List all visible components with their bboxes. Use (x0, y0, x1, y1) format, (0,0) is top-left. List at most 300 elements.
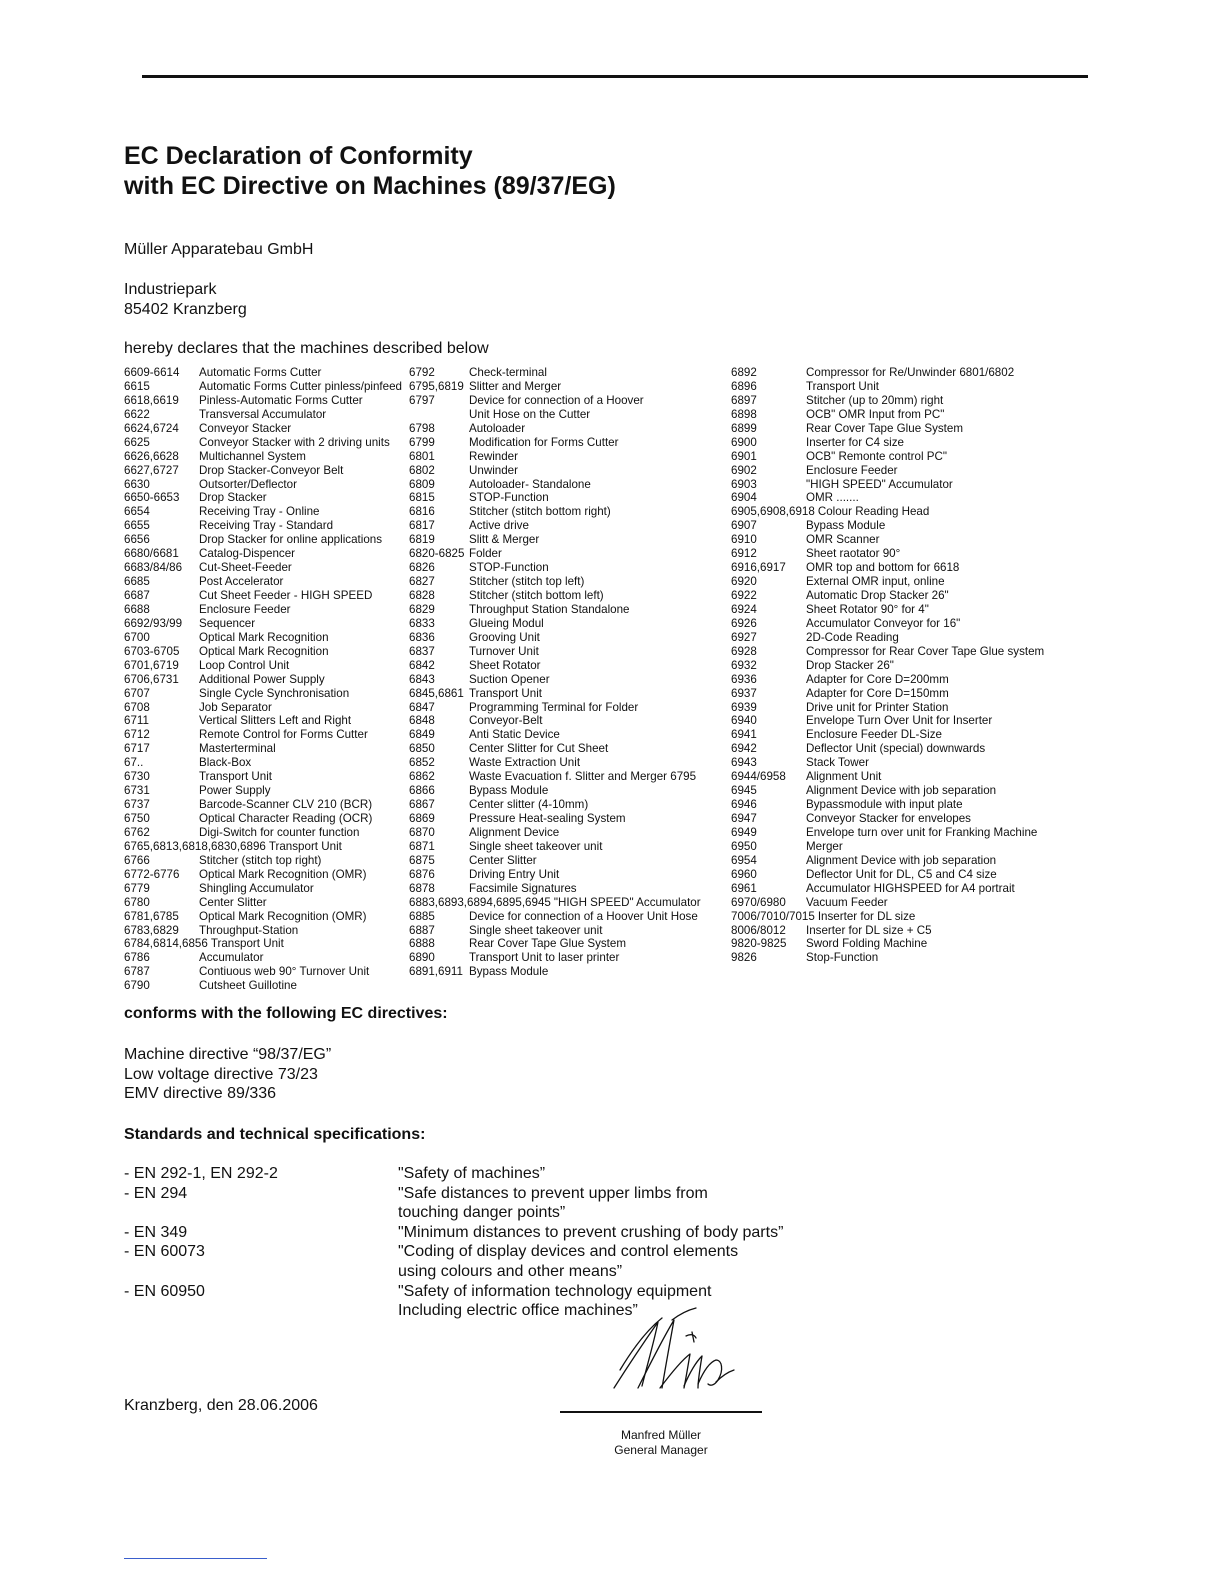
machine-code: 6680/6681 (124, 547, 179, 561)
machine-description: Center slitter (4-10mm) (469, 798, 589, 812)
machine-row (731, 951, 1071, 965)
machine-row (124, 756, 406, 770)
standard-description: "Safety of machines” (398, 1165, 546, 1182)
machine-code: 6869 (409, 812, 435, 825)
machine-row (409, 422, 729, 436)
machine-code: 6787 (124, 965, 150, 979)
machine-row (409, 742, 729, 756)
machine-row (731, 896, 1071, 910)
machine-description: Slitter and Merger (469, 379, 562, 393)
machine-description: Colour Reading Head (817, 505, 930, 519)
machine-code: 6954 (731, 853, 757, 867)
machine-code: 6779 (124, 881, 150, 895)
machine-row (409, 519, 729, 533)
machine-description: Stitcher (stitch bottom left) (469, 589, 604, 602)
machine-description: Enclosure Feeder (199, 602, 291, 616)
machine-row (124, 701, 406, 715)
machine-code: 6939 (731, 700, 757, 714)
machine-row (409, 812, 729, 826)
machine-row (731, 380, 1071, 394)
machine-code: 6961 (731, 881, 757, 895)
machine-code: 6848 (409, 714, 435, 728)
machine-code: 6828 (409, 589, 435, 602)
machine-row (124, 882, 406, 896)
machine-row (409, 868, 729, 882)
standard-description: using colours and other means” (398, 1262, 623, 1280)
machine-code: 6847 (409, 700, 435, 714)
machine-code: 6905,6908,6918 (731, 505, 815, 519)
machine-row (409, 603, 729, 617)
machine-description: Compressor for Rear Cover Tape Glue system (806, 644, 1045, 658)
machine-code: 6712 (124, 728, 150, 742)
machine-row (731, 436, 1071, 450)
machine-row (124, 770, 406, 784)
machine-row (731, 924, 1071, 938)
standards-heading: Standards and technical specifications: (124, 1126, 426, 1143)
machine-row (409, 951, 729, 965)
machine-description: Sheet raotator 90° (806, 547, 901, 561)
machine-description: Autoloader (469, 421, 526, 435)
machine-row (731, 659, 1071, 673)
machine-code: 6945 (731, 784, 757, 798)
machine-row (409, 687, 729, 701)
machine-code: 6871 (409, 839, 435, 853)
machine-code: 6900 (731, 435, 757, 449)
machine-code: 6924 (731, 602, 757, 616)
machine-code: 6615 (124, 379, 150, 393)
machine-description: Transport Unit (268, 839, 342, 853)
standard-row (124, 1242, 783, 1262)
standard-code: - EN 294 (124, 1184, 188, 1202)
machine-code: 6836 (409, 630, 435, 644)
machine-code: 6798 (409, 421, 435, 435)
machine-row (124, 728, 406, 742)
signature-line (560, 1411, 762, 1413)
machine-code: 6902 (731, 463, 757, 477)
machine-description: Stitcher (stitch top right) (199, 853, 322, 867)
machine-code: 6912 (731, 547, 757, 561)
machine-row (409, 645, 729, 659)
machine-description: Cutsheet Guillotine (199, 979, 297, 993)
machine-description: Stop-Function (806, 951, 879, 965)
machine-row (124, 478, 406, 492)
machine-description: Optical Character Reading (OCR) (199, 812, 373, 825)
machine-row (731, 742, 1071, 756)
machine-code: 6899 (731, 421, 757, 435)
machine-row (124, 645, 406, 659)
machine-description: Turnover Unit (469, 644, 539, 658)
machine-code: 6626,6628 (124, 449, 179, 463)
machine-code: 6950 (731, 839, 757, 853)
machine-row (124, 673, 406, 687)
machine-code: 6842 (409, 658, 435, 672)
machine-row (409, 380, 729, 394)
machine-description: Rear Cover Tape Glue System (806, 421, 964, 435)
machine-row (731, 491, 1071, 505)
machine-description: OMR ....... (806, 491, 859, 505)
machine-row (124, 519, 406, 533)
machine-row (409, 547, 729, 561)
directives-list (124, 1045, 331, 1104)
machine-description: OCB" OMR Input from PC" (806, 407, 945, 421)
machine-description: Driving Entry Unit (469, 867, 560, 881)
machine-code: 6625 (124, 435, 150, 449)
machine-description: Device for connection of a Hoover Unit Hose (469, 909, 698, 923)
signer-role: General Manager (614, 1443, 708, 1457)
machine-description: Pinless-Automatic Forms Cutter (199, 393, 363, 407)
machine-description: Anti Static Device (469, 728, 560, 742)
machine-code: 6801 (409, 449, 435, 463)
machine-code: 6928 (731, 644, 757, 658)
machine-description: Enclosure Feeder (806, 463, 898, 477)
standard-code: - EN 349 (124, 1223, 188, 1241)
machine-description: Bypass Module (806, 519, 886, 533)
machine-code: 6750 (124, 812, 150, 825)
directive-item: EMV directive 89/336 (124, 1085, 277, 1102)
machine-description: Conveyor-Belt (469, 714, 543, 728)
machine-row (124, 784, 406, 798)
machine-row (124, 798, 406, 812)
machine-code: 6898 (731, 407, 757, 421)
machine-description: Optical Mark Recognition (OMR) (199, 867, 367, 881)
machine-code: 6624,6724 (124, 421, 179, 435)
machine-code: 6766 (124, 853, 150, 867)
machine-description: Alignment Device with job separation (806, 853, 997, 867)
address-line-2: 85402 Kranzberg (124, 301, 247, 318)
signature-image (592, 1300, 752, 1410)
machine-code: 6706,6731 (124, 672, 179, 686)
machine-description: Adapter for Core D=200mm (806, 672, 949, 686)
machine-row (731, 687, 1071, 701)
machine-row (731, 728, 1071, 742)
footnote-rule (124, 1558, 267, 1559)
machine-description: Drop Stacker for online applications (199, 533, 383, 547)
machine-code: 6692/93/99 (124, 616, 183, 630)
machine-code: 6817 (409, 519, 435, 533)
machine-row (124, 742, 406, 756)
machine-row (409, 701, 729, 715)
machine-list-column-2 (409, 366, 729, 979)
directive-item: Machine directive “98/37/EG” (124, 1046, 332, 1063)
machine-description: Optical Mark Recognition (199, 644, 329, 658)
machine-code: 6896 (731, 379, 757, 393)
machine-code: 6837 (409, 644, 435, 658)
machine-code: 6887 (409, 923, 435, 937)
machine-code: 6786 (124, 951, 150, 965)
machine-row (409, 770, 729, 784)
machine-row (731, 826, 1071, 840)
machine-code: 6862 (409, 770, 435, 784)
machine-row (124, 896, 406, 910)
machine-description: Waste Extraction Unit (469, 756, 581, 770)
machine-row (124, 589, 406, 603)
machine-row (124, 812, 406, 826)
machine-description: Receiving Tray - Standard (199, 519, 334, 533)
machine-row (731, 589, 1071, 603)
machine-code: 6845,6861 (409, 686, 464, 700)
machine-description: Enclosure Feeder DL-Size (806, 728, 942, 742)
machine-description: Conveyor Stacker for envelopes (806, 812, 971, 825)
standard-description: "Safe distances to prevent upper limbs from (398, 1184, 708, 1202)
machine-code: 6866 (409, 784, 435, 798)
machine-description: Single sheet takeover unit (469, 839, 603, 853)
machine-description: "HIGH SPEED" Accumulator (553, 895, 701, 909)
machine-row (124, 450, 406, 464)
machine-description: Accumulator (199, 951, 264, 965)
standard-code (124, 1301, 398, 1321)
machine-code: 6927 (731, 630, 757, 644)
machine-code: 6947 (731, 812, 757, 825)
machine-row (124, 854, 406, 868)
machine-code: 6941 (731, 728, 757, 742)
machine-description: Power Supply (199, 784, 271, 798)
machine-description: Catalog-Dispencer (199, 547, 296, 561)
machine-row (124, 617, 406, 631)
machine-code: 6843 (409, 672, 435, 686)
machine-code: 6904 (731, 491, 757, 505)
machine-row (124, 631, 406, 645)
machine-code: 7006/7010/7015 (731, 909, 815, 923)
machine-description: Envelope Turn Over Unit for Inserter (806, 714, 993, 728)
machine-code: 6762 (124, 825, 150, 839)
machine-row (731, 784, 1071, 798)
machine-row (124, 659, 406, 673)
machine-description: Vacuum Feeder (806, 895, 888, 909)
machine-row (731, 533, 1071, 547)
machine-description: Alignment Unit (806, 770, 882, 784)
machine-description: Inserter for DL size (817, 909, 916, 923)
machine-description: Automatic Forms Cutter pinless/pinfeed (199, 379, 402, 393)
machine-row (409, 561, 729, 575)
machine-code: 6815 (409, 491, 435, 505)
machine-row (731, 701, 1071, 715)
machine-code: 6936 (731, 672, 757, 686)
machine-row (409, 784, 729, 798)
machine-row (124, 380, 406, 394)
machine-code: 6891,6911 (409, 965, 463, 979)
standard-row (124, 1282, 783, 1302)
machine-description: Drop Stacker (199, 491, 267, 505)
document-title (124, 141, 616, 201)
machine-description: STOP-Function (469, 561, 549, 575)
machine-code: 6903 (731, 477, 757, 491)
machine-row (124, 422, 406, 436)
signer-name: Manfred Müller (620, 1428, 702, 1442)
machine-description: 2D-Code Reading (806, 630, 899, 644)
machine-description: Throughput-Station (199, 923, 299, 937)
machine-code: 6809 (409, 477, 435, 491)
machine-row (409, 673, 729, 687)
standard-description: "Safety of information technology equipment (398, 1282, 712, 1300)
machine-code: 6867 (409, 798, 435, 812)
machine-description: Facsimile Signatures (469, 881, 577, 895)
machine-description: Masterterminal (199, 742, 276, 756)
machine-row (409, 937, 729, 951)
machine-list-column-1 (124, 366, 406, 993)
machine-row (409, 394, 729, 408)
machine-code: 6883,6893,6894,6895,6945 (409, 895, 551, 909)
machine-code: 6942 (731, 742, 757, 756)
machine-code: 6799 (409, 435, 435, 449)
machine-row (409, 533, 729, 547)
machine-row (731, 937, 1071, 951)
machine-description: Shingling Accumulator (199, 881, 314, 895)
machine-code: 6890 (409, 951, 435, 965)
machine-description: Bypass Module (469, 784, 549, 798)
machine-description: Suction Opener (469, 672, 550, 686)
machine-description: Cut Sheet Feeder - HIGH SPEED (199, 589, 373, 602)
machine-row (409, 910, 729, 924)
machine-description: Waste Evacuation f. Slitter and Merger 6795 (469, 770, 697, 784)
machine-description: Transport Unit to laser printer (469, 951, 620, 965)
machine-code: 6833 (409, 616, 435, 630)
machine-description: Inserter for DL size + C5 (806, 923, 932, 937)
machine-description: Digi-Switch for counter function (199, 825, 360, 839)
machine-description: Automatic Forms Cutter (199, 366, 322, 379)
machine-code: 6916,6917 (731, 561, 786, 575)
machine-code: 6940 (731, 714, 757, 728)
machine-code: 6708 (124, 700, 150, 714)
machine-row (731, 547, 1071, 561)
machine-description: Active drive (469, 519, 529, 533)
machine-description: OMR top and bottom for 6618 (806, 561, 960, 575)
machine-description: Stitcher (up to 20mm) right (806, 393, 944, 407)
machine-code: 6700 (124, 630, 150, 644)
machine-description: Loop Control Unit (199, 658, 290, 672)
machine-code: 6920 (731, 575, 757, 589)
machine-row (731, 645, 1071, 659)
machine-row (124, 366, 406, 380)
machine-description: External OMR input, online (806, 575, 945, 589)
machine-row (409, 965, 729, 979)
machine-description: Conveyor Stacker (199, 421, 292, 435)
machine-description: Receiving Tray - Online (199, 505, 320, 519)
standard-row (124, 1203, 783, 1223)
machine-description: Sheet Rotator (469, 658, 541, 672)
machine-code: 6630 (124, 477, 150, 491)
machine-row (731, 756, 1071, 770)
directive-item: Low voltage directive 73/23 (124, 1065, 318, 1083)
machine-row (409, 464, 729, 478)
machine-description: Contiuous web 90° Turnover Unit (199, 965, 370, 979)
machine-row (731, 854, 1071, 868)
standard-description: Including electric office machines” (398, 1302, 638, 1320)
machine-description: Drop Stacker-Conveyor Belt (199, 463, 344, 477)
place-date: Kranzberg, den 28.06.2006 (124, 1397, 318, 1414)
machine-code: 6688 (124, 602, 150, 616)
machine-code: 6878 (409, 881, 435, 895)
machine-code: 6875 (409, 853, 435, 867)
machine-code: 6937 (731, 686, 757, 700)
machine-description: Outsorter/Deflector (199, 477, 297, 491)
machine-description: Pressure Heat-sealing System (469, 812, 626, 825)
machine-row (409, 575, 729, 589)
machine-row (731, 714, 1071, 728)
machine-row (124, 979, 406, 993)
machine-description: Autoloader- Standalone (469, 477, 591, 491)
machine-list-column-3 (731, 366, 1071, 965)
machine-code: 6772-6776 (124, 867, 180, 881)
machine-row (409, 896, 729, 910)
machine-row (731, 798, 1071, 812)
machine-row (124, 826, 406, 840)
machine-code: 6907 (731, 519, 757, 533)
machine-code: 6730 (124, 770, 150, 784)
machine-code: 6627,6727 (124, 463, 179, 477)
machine-description: Cut-Sheet-Feeder (199, 561, 292, 575)
machine-row (731, 366, 1071, 380)
machine-row (124, 533, 406, 547)
machine-row (124, 965, 406, 979)
machine-code: 6790 (124, 979, 150, 993)
signer-block (560, 1428, 762, 1458)
machine-row (409, 798, 729, 812)
machine-description: Job Separator (199, 700, 272, 714)
machine-row (731, 617, 1071, 631)
machine-description: Optical Mark Recognition (199, 630, 329, 644)
machine-code: 6926 (731, 616, 757, 630)
machine-row (731, 840, 1071, 854)
machine-code: 9820-9825 (731, 937, 787, 951)
machine-description: Center Slitter (199, 895, 267, 909)
machine-description: Barcode-Scanner CLV 210 (BCR) (199, 798, 373, 812)
machine-description: Grooving Unit (469, 630, 540, 644)
machine-row (124, 394, 406, 408)
machine-description: Compressor for Re/Unwinder 6801/6802 (806, 366, 1015, 379)
machine-code: 6946 (731, 798, 757, 812)
machine-description: Slitt & Merger (469, 533, 540, 547)
machine-row (409, 728, 729, 742)
machine-row (124, 687, 406, 701)
machine-code: 6683/84/86 (124, 561, 183, 575)
machine-row (124, 924, 406, 938)
machine-description: Drop Stacker 26" (806, 658, 894, 672)
machine-row (124, 603, 406, 617)
machine-row (409, 617, 729, 631)
machine-code: 6656 (124, 533, 150, 547)
machine-description: Transport Unit (469, 686, 543, 700)
machine-row (124, 436, 406, 450)
machine-code: 6910 (731, 533, 757, 547)
machine-row (124, 937, 406, 951)
machine-row (731, 575, 1071, 589)
machine-row (124, 547, 406, 561)
machine-row (409, 714, 729, 728)
machine-code: 6960 (731, 867, 757, 881)
machine-row (409, 478, 729, 492)
machine-row (409, 756, 729, 770)
machine-code: 6797 (409, 393, 435, 407)
machine-row (731, 464, 1071, 478)
standard-row (124, 1262, 783, 1282)
machine-description: Post Accelerator (199, 575, 284, 589)
machine-description: Transport Unit (210, 937, 284, 951)
machine-description: Inserter for C4 size (806, 435, 904, 449)
machine-row (124, 464, 406, 478)
machine-code: 6849 (409, 728, 435, 742)
machine-description: Stack Tower (806, 756, 869, 770)
machine-description: Device for connection of a Hoover (469, 393, 644, 407)
standard-code: - EN 292-1, EN 292-2 (124, 1165, 278, 1182)
machine-description: Sequencer (199, 616, 256, 630)
machine-code: 6888 (409, 937, 435, 951)
conforms-heading: conforms with the following EC directives: (124, 1005, 448, 1022)
machine-description: STOP-Function (469, 491, 549, 505)
machine-description: Single Cycle Synchronisation (199, 686, 350, 700)
machine-row (731, 603, 1071, 617)
machine-row (731, 561, 1071, 575)
machine-description: Sheet Rotator 90° for 4" (806, 602, 929, 616)
